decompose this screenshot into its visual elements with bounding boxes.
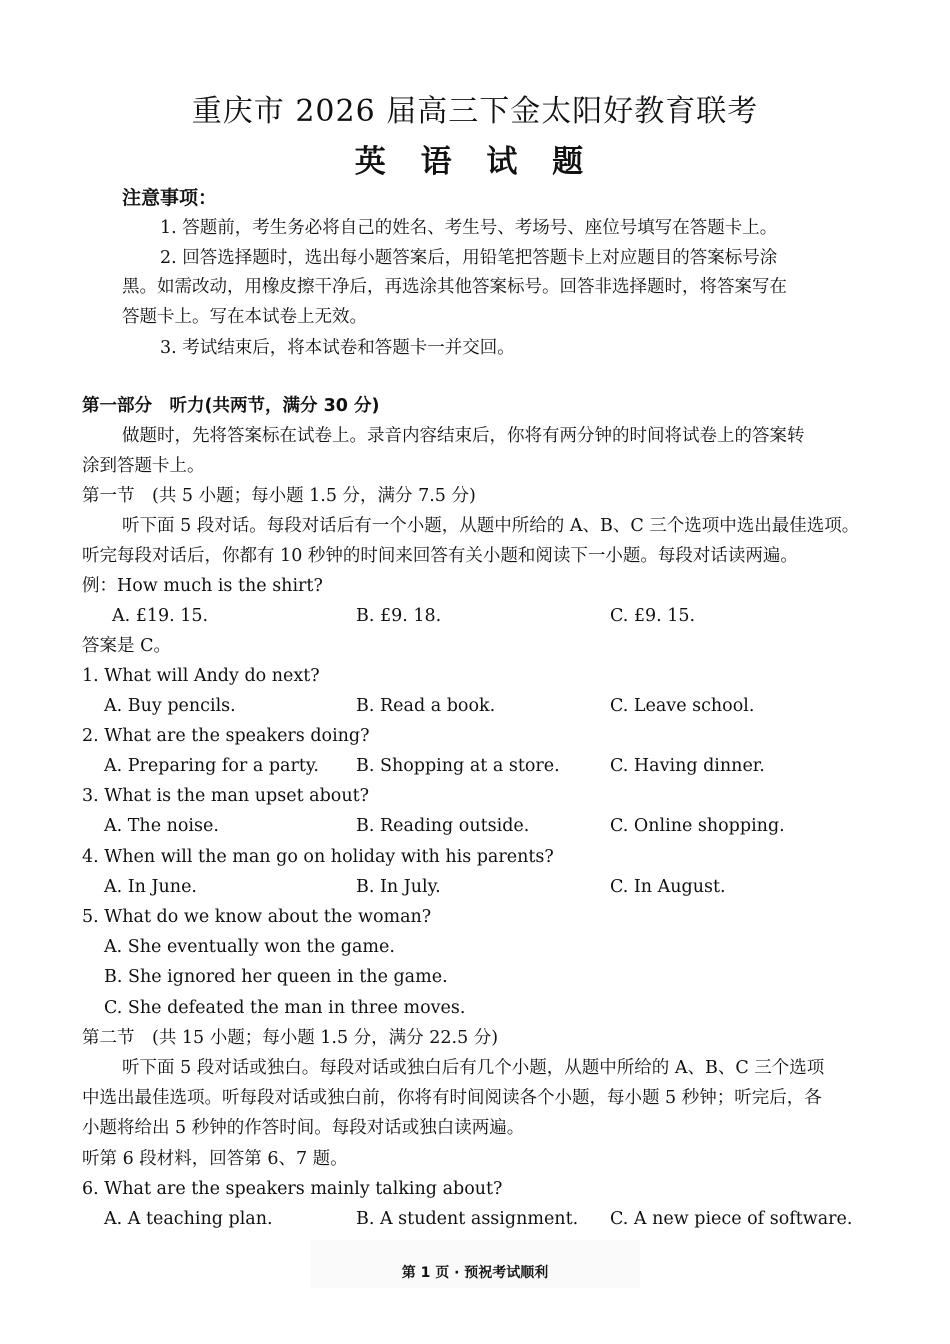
question-1: 1. What will Andy do next? <box>82 666 320 686</box>
part1-intro-a: 做题时，先将答案标在试卷上。录音内容结束后，你将有两分钟的时间将试卷上的答案转 <box>122 426 805 446</box>
q5-option-b: B. She ignored her queen in the game. <box>104 967 448 987</box>
section2-instr-a: 听下面 5 段对话或独白。每段对话或独白后有几个小题，从题中所给的 A、B、C 三个选项 <box>122 1058 825 1078</box>
q3-option-b: B. Reading outside. <box>356 816 530 836</box>
q5-option-a: A. She eventually won the game. <box>104 937 395 957</box>
q3-option-c: C. Online shopping. <box>610 816 785 836</box>
question-2: 2. What are the speakers doing? <box>82 726 370 746</box>
q5-option-c: C. She defeated the man in three moves. <box>104 998 466 1018</box>
question-4: 4. When will the man go on holiday with his parents? <box>82 847 554 867</box>
material-6-heading: 听第 6 段材料，回答第 6、7 题。 <box>82 1149 348 1169</box>
q6-option-b: B. A student assignment. <box>356 1209 579 1229</box>
section2-instr-b: 中选出最佳选项。听每段对话或独白前，你将有时间阅读各个小题，每小题 5 秒钟；听完后，各 <box>82 1088 822 1108</box>
section2-heading: 第二节 (共 15 小题；每小题 1.5 分，满分 22.5 分) <box>82 1028 499 1048</box>
part1-intro-b: 涂到答题卡上。 <box>82 456 205 476</box>
q1-option-c: C. Leave school. <box>610 696 755 716</box>
question-5: 5. What do we know about the woman? <box>82 907 432 927</box>
question-6: 6. What are the speakers mainly talking about? <box>82 1179 503 1199</box>
section1-heading: 第一节 (共 5 小题；每小题 1.5 分，满分 7.5 分) <box>82 486 476 506</box>
q4-option-a: A. In June. <box>104 877 197 897</box>
notice-line-1: 1. 答题前，考生务必将自己的姓名、考生号、考场号、座位号填写在答题卡上。 <box>160 218 778 238</box>
section1-instr-a: 听下面 5 段对话。每段对话后有一个小题，从题中所给的 A、B、C 三个选项中选出最佳选项。 <box>122 516 860 536</box>
q4-option-b: B. In July. <box>356 877 441 897</box>
example-option-c: C. £9. 15. <box>610 606 696 626</box>
example-option-b: B. £9. 18. <box>356 606 442 626</box>
example-option-a: A. £19. 15. <box>112 606 209 626</box>
notice-line-2a: 2. 回答选择题时，选出每小题答案后，用铅笔把答题卡上对应题目的答案标号涂 <box>160 248 778 268</box>
exam-subtitle: 英 语 试 题 <box>354 144 596 180</box>
q3-option-a: A. The noise. <box>104 816 219 836</box>
q1-option-b: B. Read a book. <box>356 696 496 716</box>
q6-option-a: A. A teaching plan. <box>104 1209 273 1229</box>
q4-option-c: C. In August. <box>610 877 726 897</box>
notice-line-2b: 黑。如需改动，用橡皮擦干净后，再选涂其他答案标号。回答非选择题时，将答案写在 <box>122 277 787 297</box>
notice-heading: 注意事项： <box>122 187 218 209</box>
question-3: 3. What is the man upset about? <box>82 786 370 806</box>
q2-option-b: B. Shopping at a store. <box>356 756 560 776</box>
q2-option-c: C. Having dinner. <box>610 756 765 776</box>
section2-instr-c: 小题将给出 5 秒钟的作答时间。每段对话或独白读两遍。 <box>82 1118 525 1138</box>
q1-option-a: A. Buy pencils. <box>104 696 236 716</box>
section1-instr-b: 听完每段对话后，你都有 10 秒钟的时间来回答有关小题和阅读下一小题。每段对话读两遍。 <box>82 546 798 566</box>
notice-line-3: 3. 考试结束后，将本试卷和答题卡一并交回。 <box>160 338 515 358</box>
notice-line-2c: 答题卡上。写在本试卷上无效。 <box>122 307 367 327</box>
example-question: 例：How much is the shirt? <box>82 576 323 596</box>
q2-option-a: A. Preparing for a party. <box>104 756 319 776</box>
example-answer: 答案是 C。 <box>82 636 171 656</box>
exam-title: 重庆市 2026 届高三下金太阳好教育联考 <box>191 94 759 129</box>
part1-heading: 第一部分 听力(共两节，满分 30 分) <box>82 396 380 416</box>
page-footer: 第 1 页 · 预祝考试顺利 <box>401 1265 549 1281</box>
q6-option-c: C. A new piece of software. <box>610 1209 853 1229</box>
